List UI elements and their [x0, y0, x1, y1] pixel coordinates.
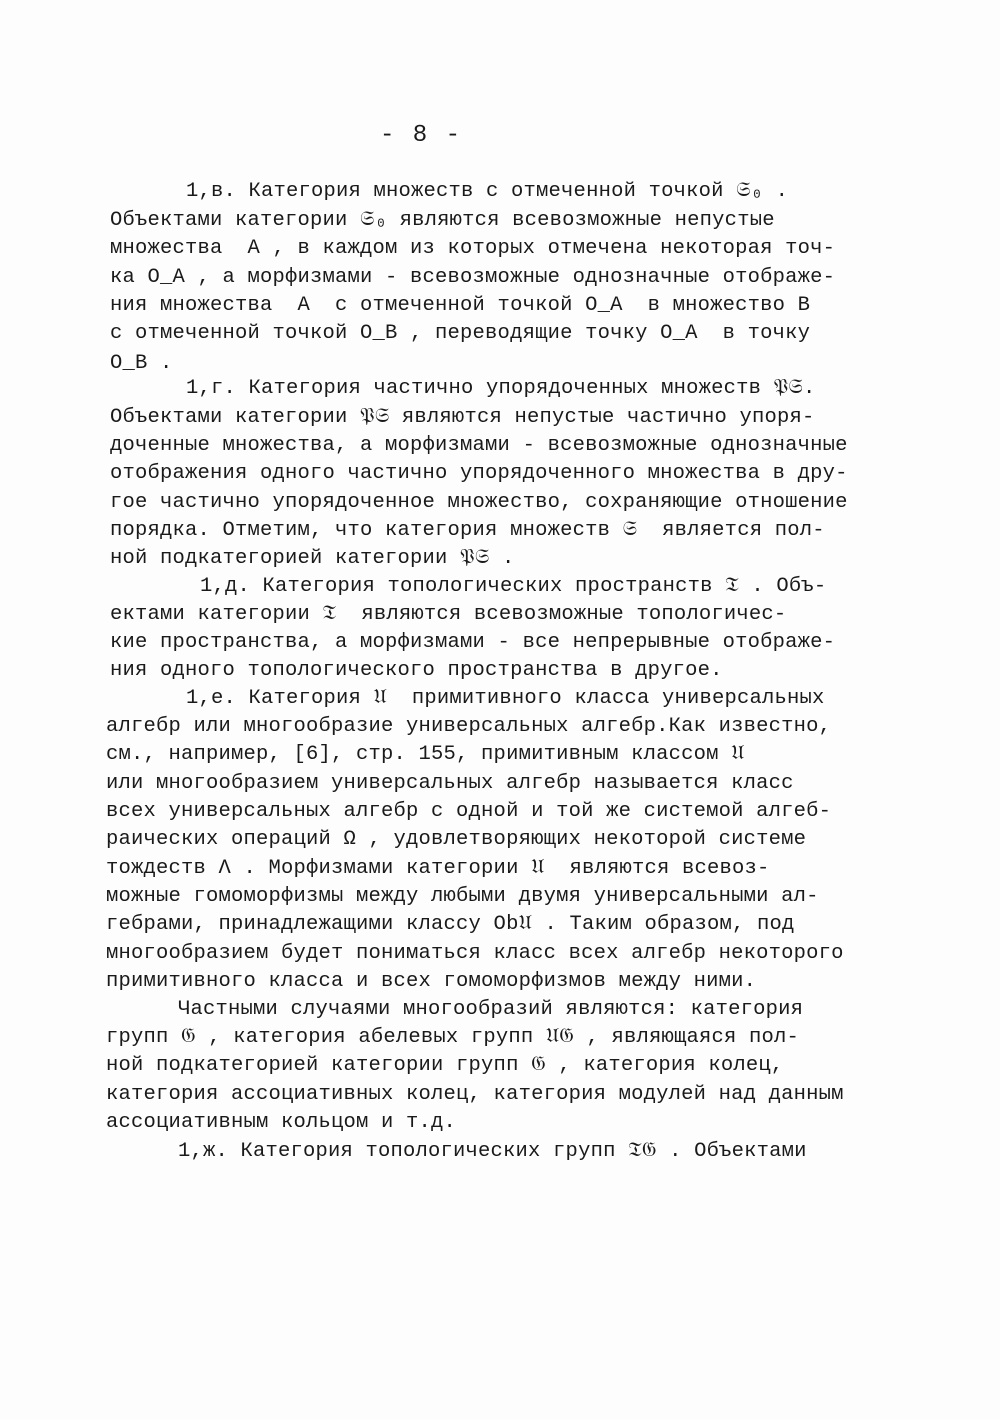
text-line: см., например, [6], стр. 155, примитивным классом 𝔘: [106, 743, 745, 766]
text-line: 1,ж. Категория топологических групп 𝔗𝔊 . Объектами: [178, 1140, 807, 1163]
text-line: 1,е. Категория 𝔘 примитивного класса универсальных: [186, 687, 825, 710]
text-line: ассоциативным кольцом и т.д.: [106, 1111, 457, 1134]
text-line: или многообразием универсальных алгебр называется класс: [106, 772, 794, 795]
text-line: ной подкатегорией категории 𝔓𝔖 .: [110, 547, 515, 570]
text-line: множества A , в каждом из которых отмечена некоторая точ-: [110, 237, 836, 260]
text-line: примитивного класса и всех гомоморфизмов между ними.: [106, 970, 757, 993]
text-line: категория ассоциативных колец, категория модулей над данным: [106, 1083, 844, 1106]
text-line: раических операций Ω , удовлетворяющих некоторой системе: [106, 828, 807, 851]
text-line: Частными случаями многообразий являются: категория: [178, 998, 804, 1021]
text-line: тождеств Λ . Морфизмами категории 𝔘 являются всевоз-: [106, 857, 770, 880]
text-line: всех универсальных алгебр с одной и той же системой алгеб-: [106, 800, 832, 823]
page-number: - 8 -: [380, 122, 463, 149]
text-line: с отмеченной точкой O_B , переводящие точку O_A в точку: [110, 322, 811, 345]
text-line: можные гомоморфизмы между любыми двумя универсальными ал-: [106, 885, 819, 908]
text-line: Объектами категории 𝔖₀ являются всевозможные непустые: [110, 209, 775, 232]
text-line: многообразием будет пониматься класс всех алгебр некоторого: [106, 942, 844, 965]
text-line: 1,д. Категория топологических пространств 𝔗 . Объ-: [200, 575, 827, 598]
text-line: отображения одного частично упорядоченного множества в дру-: [110, 462, 848, 485]
text-line: ной подкатегорией категории групп 𝔊 , категория колец,: [106, 1054, 784, 1077]
text-line: Объектами категории 𝔓𝔖 являются непустые частично упоря-: [110, 406, 815, 429]
text-line: 1,г. Категория частично упорядоченных множеств 𝔓𝔖.: [186, 377, 816, 400]
text-line: порядка. Отметим, что категория множеств 𝔖 является пол-: [110, 519, 825, 542]
text-line: групп 𝔊 , категория абелевых групп 𝔘𝔊 , являющаяся пол-: [106, 1026, 800, 1049]
text-line: алгебр или многообразие универсальных алгебр.Как известно,: [106, 715, 832, 738]
text-line: гебрами, принадлежащими классу Ob𝔘 . Таким образом, под: [106, 913, 795, 936]
text-line: O_B .: [110, 352, 173, 375]
text-line: ния одного топологического пространства в другое.: [110, 659, 723, 682]
text-line: ка O_A , а морфизмами - всевозможные однозначные отображе-: [110, 266, 836, 289]
text-line: кие пространства, а морфизмами - все непрерывные отображе-: [110, 631, 836, 654]
text-line: гое частично упорядоченное множество, сохраняющие отношение: [110, 491, 848, 514]
text-line: 1,в. Категория множеств с отмеченной точкой 𝔖₀ .: [186, 180, 789, 203]
text-line: ния множества A с отмеченной точкой O_A в множество B: [110, 294, 811, 317]
text-line: ектами категории 𝔗 являются всевозможные топологичес-: [110, 603, 787, 626]
text-line: доченные множества, а морфизмами - всевозможные однозначные: [110, 434, 848, 457]
